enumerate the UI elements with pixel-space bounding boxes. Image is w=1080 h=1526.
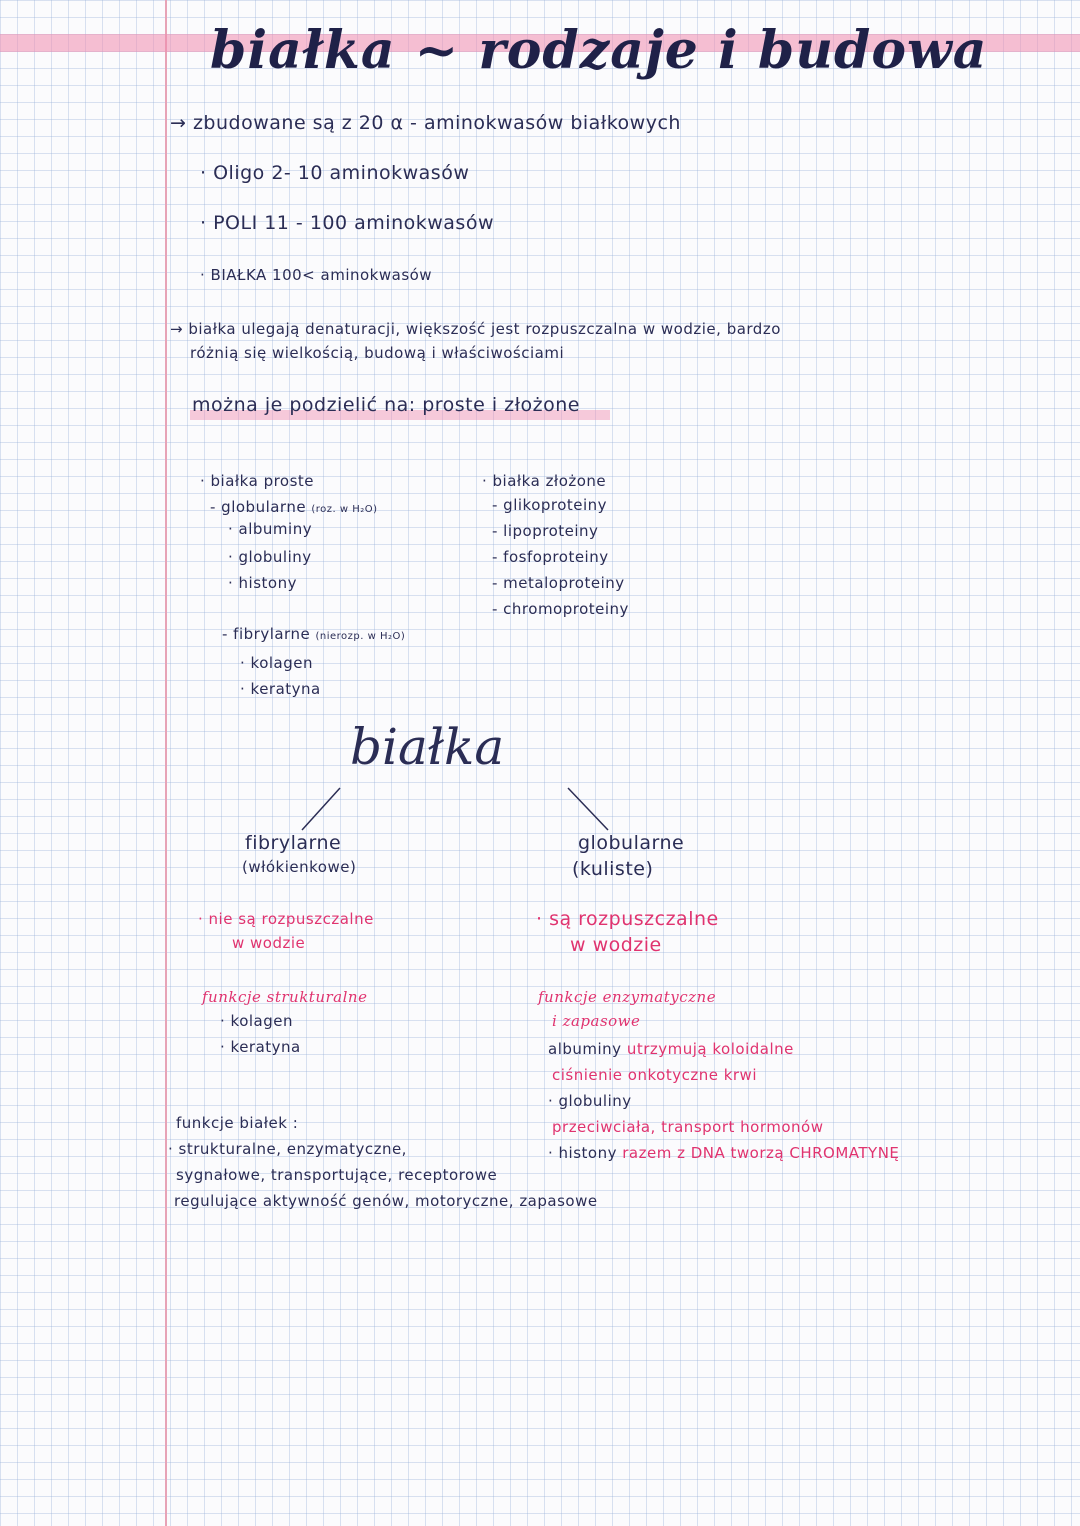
right-branch-line xyxy=(568,788,608,830)
simple-globular-item: · globuliny xyxy=(228,548,312,566)
page-title: białka ~ rodzaje i budowa xyxy=(210,20,988,81)
globulin-desc: przeciwciała, transport hormonów xyxy=(552,1118,824,1136)
simple-fibrillar-note: (nierozp. w H₂O) xyxy=(315,631,406,642)
complex-heading: · białka złożone xyxy=(482,472,607,490)
right-branch-sub: (kuliste) xyxy=(572,858,654,880)
left-branch-name: fibrylarne xyxy=(245,832,342,854)
right-solubility-2: w wodzie xyxy=(570,934,662,956)
division-line: można je podzielić na: proste i złożone xyxy=(192,394,580,416)
globulin-label: · globuliny xyxy=(548,1092,632,1110)
functions-line-2: sygnałowe, transportujące, receptorowe xyxy=(176,1166,498,1184)
right-solubility-1: · są rozpuszczalne xyxy=(536,908,719,930)
albumin-desc: utrzymują koloidalne xyxy=(626,1040,794,1058)
complex-item: - chromoproteiny xyxy=(492,600,629,618)
simple-fibrillar-label: - fibrylarne xyxy=(222,625,311,643)
simple-heading: · białka proste xyxy=(200,472,315,490)
left-solubility-1: · nie są rozpuszczalne xyxy=(198,910,374,928)
histone-label: · histony xyxy=(548,1144,617,1162)
simple-globular-label: - globularne xyxy=(210,498,307,516)
complex-item: - metaloproteiny xyxy=(492,574,625,592)
albumin-label: albuminy xyxy=(548,1040,622,1058)
right-functions-2: i zapasowe xyxy=(552,1012,641,1030)
simple-globular-item: · histony xyxy=(228,574,297,592)
intro-line: → zbudowane są z 20 α - aminokwasów białkowych xyxy=(170,112,681,134)
functions-line-3: regulujące aktywność genów, motoryczne, zapasowe xyxy=(174,1192,598,1210)
denaturation-line-1: → białka ulegają denaturacji, większość jest rozpuszczalna w wodzie, bardzo xyxy=(170,320,781,338)
right-branch-name: globularne xyxy=(578,832,685,854)
simple-fibrillar-item: · kolagen xyxy=(240,654,313,672)
histone-row xyxy=(548,1144,899,1162)
complex-item: - glikoproteiny xyxy=(492,496,608,514)
complex-item: - fosfoproteiny xyxy=(492,548,609,566)
left-branch-sub: (włókienkowe) xyxy=(242,858,357,876)
denaturation-line-2: różnią się wielkością, budową i właściwościami xyxy=(190,344,565,362)
simple-fibrillar-item: · keratyna xyxy=(240,680,321,698)
functions-line-1: · strukturalne, enzymatyczne, xyxy=(168,1140,407,1158)
left-item: · keratyna xyxy=(220,1038,301,1056)
simple-globular-note: (roz. w H₂O) xyxy=(311,504,378,515)
oligo-line: · Oligo 2- 10 aminokwasów xyxy=(200,162,470,184)
right-functions-1: funkcje enzymatyczne xyxy=(538,988,717,1006)
left-branch-line xyxy=(302,788,340,830)
poli-line: · POLI 11 - 100 aminokwasów xyxy=(200,212,494,234)
functions-heading: funkcje białek : xyxy=(176,1114,299,1132)
simple-globular-item: · albuminy xyxy=(228,520,313,538)
complex-item: - lipoproteiny xyxy=(492,522,599,540)
center-title: białka xyxy=(350,718,505,776)
left-functions: funkcje strukturalne xyxy=(202,988,368,1006)
bialka-line: · BIAŁKA 100< aminokwasów xyxy=(200,266,433,284)
left-solubility-2: w wodzie xyxy=(232,934,306,952)
histone-desc: razem z DNA tworzą CHROMATYNĘ xyxy=(622,1144,900,1162)
left-item: · kolagen xyxy=(220,1012,293,1030)
albumin-row xyxy=(548,1040,794,1058)
albumin-desc-2: ciśnienie onkotyczne krwi xyxy=(552,1066,757,1084)
